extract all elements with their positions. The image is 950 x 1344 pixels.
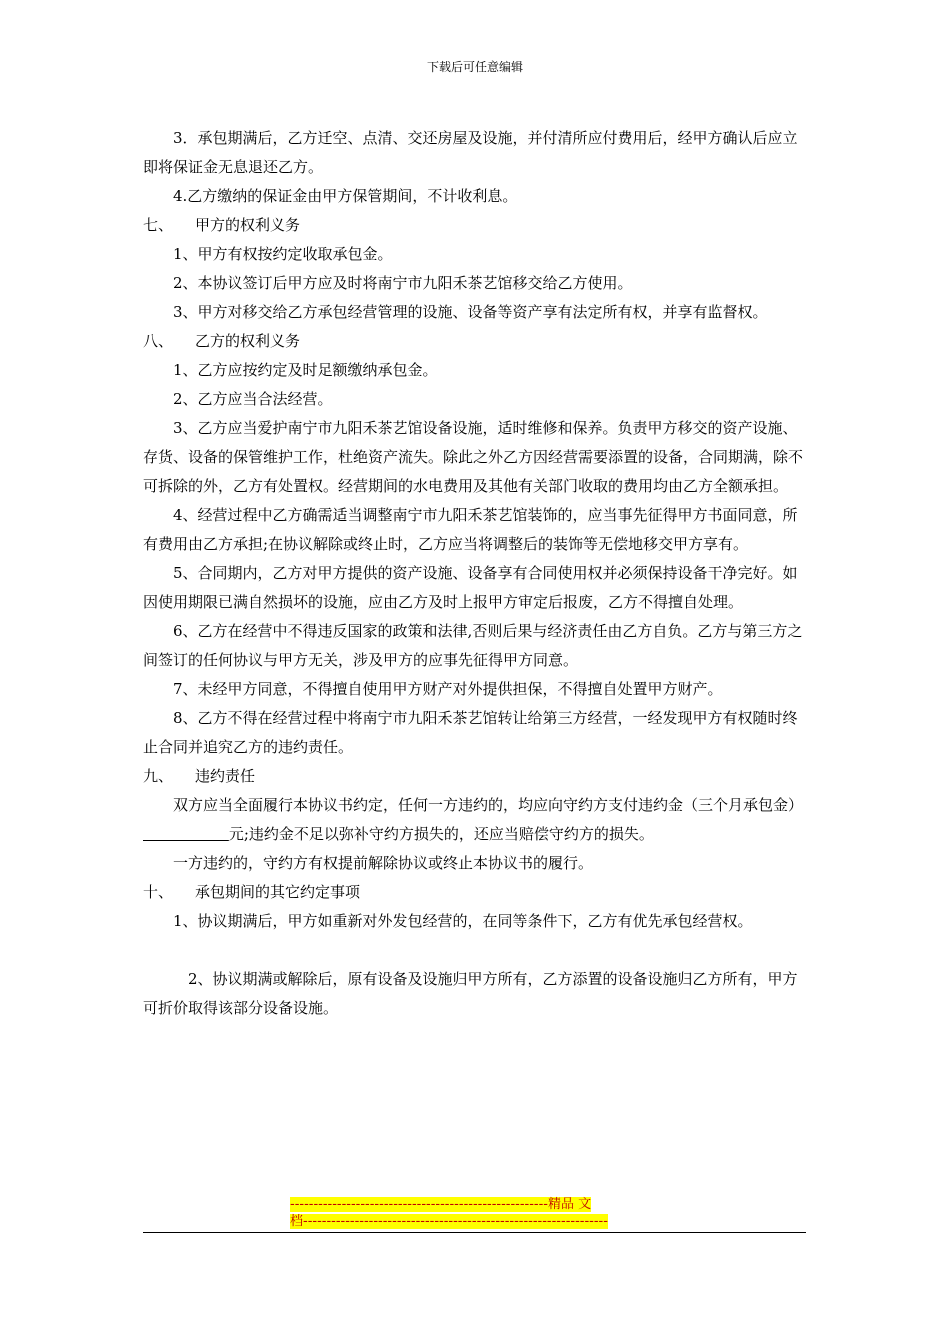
paragraph: 7、未经甲方同意，不得擅自使用甲方财产对外提供担保，不得擅自处置甲方财产。 bbox=[173, 680, 723, 698]
section-heading-9 bbox=[143, 762, 811, 791]
paragraph: 2、本协议签订后甲方应及时将南宁市九阳禾茶艺馆移交给乙方使用。 bbox=[173, 274, 633, 292]
penalty-text-start: 双方应当全面履行本协议书约定，任何一方违约的，均应向守约方支付违约金（三个月承包金） bbox=[173, 796, 804, 814]
paragraph: 3、乙方应当爱护南宁市九阳禾茶艺馆设备设施，适时维修和保养。负责甲方移交的资产设施、存货、设备的保管维护工作，杜绝资产流失。除此之外乙方因经营需要添置的设备，合同期满，除不可拆除的外，乙方有处置权。经营期间的水电费用及其他有关部门收取的费用均由乙方全额承担。 bbox=[143, 419, 804, 495]
section-heading-8 bbox=[143, 327, 811, 356]
penalty-text-end: 元;违约金不足以弥补守约方损失的，还应当赔偿守约方的损失。 bbox=[228, 825, 654, 843]
paragraph: 1、协议期满后，甲方如重新对外发包经营的，在同等条件下，乙方有优先承包经营权。 bbox=[173, 912, 753, 930]
paragraph: 4、经营过程中乙方确需适当调整南宁市九阳禾茶艺馆装饰的，应当事先征得甲方书面同意，所有费用由乙方承担;在协议解除或终止时，乙方应当将调整后的装饰等无偿地移交甲方享有。 bbox=[143, 506, 798, 553]
paragraph: 一方违约的，守约方有权提前解除协议或终止本协议书的履行。 bbox=[173, 854, 594, 872]
paragraph: 4.乙方缴纳的保证金由甲方保管期间，不计收利息。 bbox=[173, 187, 518, 205]
blank-gap bbox=[143, 936, 811, 965]
document-body bbox=[143, 124, 811, 1023]
footer-watermark bbox=[290, 1196, 660, 1230]
paragraph: 5、合同期内，乙方对甲方提供的资产设施、设备享有合同使用权并必须保持设备干净完好。如因使用期限已满自然损坏的设施，应由乙方及时上报甲方审定后报废，乙方不得擅自处理。 bbox=[143, 564, 798, 611]
paragraph: 1、甲方有权按约定收取承包金。 bbox=[173, 245, 393, 263]
section-title: 承包期间的其它约定事项 bbox=[195, 883, 361, 901]
section-number: 十、 bbox=[143, 883, 174, 901]
section-title: 乙方的权利义务 bbox=[195, 332, 301, 350]
paragraph: 2、乙方应当合法经营。 bbox=[173, 390, 333, 408]
section-number: 七、 bbox=[143, 216, 174, 234]
section-title: 违约责任 bbox=[195, 767, 256, 785]
section-number: 九、 bbox=[143, 767, 174, 785]
watermark-line-1: -------------------------------------------------------精品 文 bbox=[290, 1197, 592, 1212]
paragraph-penalty bbox=[143, 791, 811, 849]
footer-divider bbox=[143, 1232, 806, 1233]
section-title: 甲方的权利义务 bbox=[195, 216, 301, 234]
paragraph: 3．承包期满后，乙方迁空、点清、交还房屋及设施，并付清所应付费用后，经甲方确认后应立即将保证金无息退还乙方。 bbox=[143, 129, 798, 176]
watermark-line-2: 档----------------------------------------------------------------- bbox=[290, 1214, 608, 1229]
amount-blank bbox=[143, 825, 229, 843]
paragraph: 2、协议期满或解除后，原有设备及设施归甲方所有，乙方添置的设备设施归乙方所有，甲方可折价取得该部分设备设施。 bbox=[143, 970, 798, 1017]
paragraph: 3、甲方对移交给乙方承包经营管理的设施、设备等资产享有法定所有权，并享有监督权。 bbox=[173, 303, 768, 321]
page-header: 下载后可任意编辑 bbox=[426, 60, 523, 74]
section-number: 八、 bbox=[143, 332, 174, 350]
paragraph: 8、乙方不得在经营过程中将南宁市九阳禾茶艺馆转让给第三方经营，一经发现甲方有权随时终止合同并追究乙方的违约责任。 bbox=[143, 709, 798, 756]
section-heading-10 bbox=[143, 878, 811, 907]
paragraph: 1、乙方应按约定及时足额缴纳承包金。 bbox=[173, 361, 438, 379]
section-heading-7 bbox=[143, 211, 811, 240]
paragraph: 6、乙方在经营中不得违反国家的政策和法律,否则后果与经济责任由乙方自负。乙方与第三方之间签订的任何协议与甲方无关，涉及甲方的应事先征得甲方同意。 bbox=[143, 622, 803, 669]
